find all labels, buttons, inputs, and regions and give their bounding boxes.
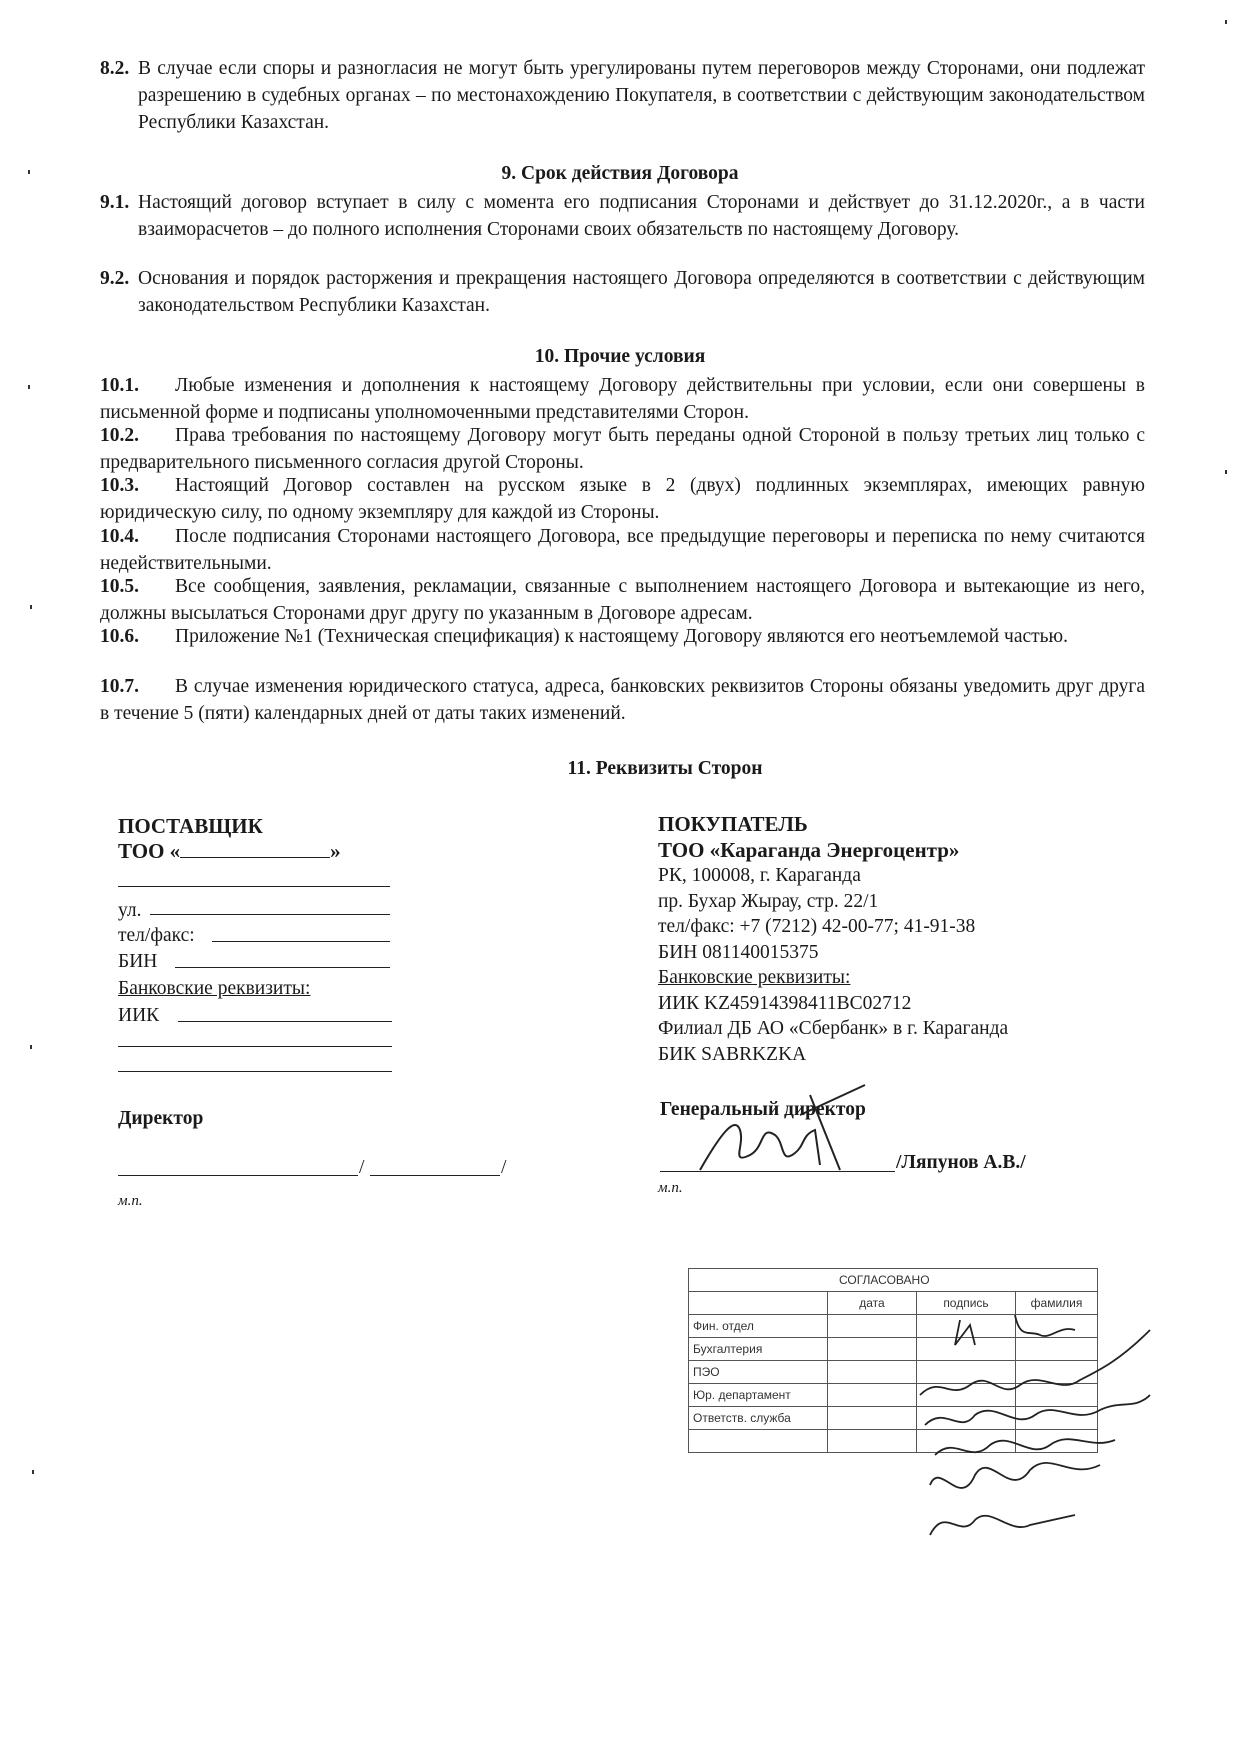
clause-text: В случае если споры и разногласия не могут быть урегулированы путем переговоров между Сторонами, они подлежат разрешению в судебных органах – по местонахождению Покупателя, в соответствии с действующим законодательством Республики Казахстан. — [138, 58, 1145, 133]
supplier-phone-row — [118, 923, 195, 948]
buyer-mp: м.п. — [658, 1180, 683, 1196]
supplier-iik-row — [118, 1003, 159, 1028]
buyer-bik: БИК SABRKZKA — [658, 1043, 807, 1065]
supplier-iik-label: ИИК — [118, 1005, 160, 1026]
clause-text: Настоящий Договор составлен на русском языке в 2 (двух) подлинных экземплярах, имеющих равную юридическую силу, по одному экземпляру для каждой из Стороны. — [100, 475, 1145, 523]
buyer-title: ПОКУПАТЕЛЬ — [658, 812, 808, 836]
supplier-blank-line[interactable] — [118, 886, 390, 887]
supplier-street-row — [118, 898, 142, 923]
clause-10-3 — [100, 472, 1145, 526]
clause-number: 10.2. — [100, 425, 139, 446]
director-signature-icon — [690, 1075, 900, 1180]
supplier-phone-label: тел/факс: — [118, 925, 195, 946]
buyer-branch: Филиал ДБ АО «Сбербанк» в г. Караганда — [658, 1018, 1009, 1039]
buyer-org: ТОО «Караганда Энергоцентр» — [658, 837, 960, 862]
supplier-street-line[interactable] — [150, 914, 390, 915]
supplier-bank-label: Банковские реквизиты: — [118, 978, 311, 999]
clause-number: 10.5. — [100, 576, 139, 597]
scan-speck — [28, 385, 30, 389]
clause-number: 10.4. — [100, 526, 139, 547]
supplier-sign-line[interactable] — [118, 1175, 358, 1176]
supplier-slash-1: / — [359, 1157, 365, 1178]
clause-number: 10.1. — [100, 375, 139, 396]
stamp-row-label: Ответств. служба — [689, 1407, 828, 1430]
buyer-director-label: Генеральный директор — [660, 1099, 866, 1120]
buyer-bin: БИН 081140015375 — [658, 941, 819, 963]
supplier-phone-line[interactable] — [212, 941, 390, 942]
clause-number: 8.2. — [100, 58, 130, 79]
scan-speck — [1225, 470, 1227, 474]
supplier-name-line[interactable] — [370, 1175, 500, 1176]
supplier-street-label: ул. — [118, 900, 142, 921]
supplier-iik-line[interactable] — [178, 1021, 392, 1022]
clause-number: 9.1. — [100, 192, 130, 213]
buyer-address-1: РК, 100008, г. Караганда — [658, 865, 861, 886]
buyer-iik: ИИК KZ45914398411BC02712 — [658, 992, 912, 1014]
buyer-block — [658, 812, 1118, 1067]
buyer-signer-name: /Ляпунов А.В./ — [896, 1152, 1026, 1173]
clause-10-1 — [100, 372, 1145, 426]
supplier-slash-2: / — [501, 1157, 507, 1178]
clause-number: 10.7. — [100, 676, 139, 697]
stamp-row-label: ПЭО — [689, 1361, 828, 1384]
scan-speck — [30, 1045, 32, 1049]
stamp-title: СОГЛАСОВАНО — [689, 1269, 1098, 1292]
scan-speck — [1225, 20, 1227, 24]
clause-text: Приложение №1 (Техническая спецификация) к настоящему Договору являются его неотъемлемой частью. — [175, 626, 1068, 647]
section-9-heading: 9. Срок действия Договора — [501, 163, 739, 184]
clause-number: 10.6. — [100, 626, 139, 647]
supplier-extra-line-2[interactable] — [118, 1071, 392, 1072]
clause-10-5 — [100, 573, 1145, 627]
section-10-heading: 10. Прочие условия — [534, 346, 706, 367]
clause-text: Основания и порядок расторжения и прекращения настоящего Договора определяются в соответствии с действующим законодательством Республики Казахстан. — [138, 268, 1145, 316]
approval-signatures-icon — [900, 1300, 1160, 1550]
buyer-phone: тел/факс: +7 (7212) 42-00-77; 41-91-38 — [658, 916, 976, 937]
clause-8-2 — [100, 55, 1145, 136]
supplier-mp: м.п. — [118, 1193, 143, 1209]
clause-number: 9.2. — [100, 268, 130, 289]
supplier-block — [118, 814, 418, 864]
buyer-bank-label: Банковские реквизиты: — [658, 967, 851, 988]
clause-text: Права требования по настоящему Договору могут быть переданы одной Стороной в пользу третьих лиц только с предварительного письменного согласия другой Стороны. — [100, 425, 1145, 473]
supplier-org-suffix: » — [330, 839, 341, 863]
section-11-heading: 11. Реквизиты Сторон — [567, 758, 763, 779]
clause-10-6 — [100, 623, 1145, 650]
stamp-row-label: Фин. отдел — [689, 1315, 828, 1338]
supplier-org-blank[interactable] — [180, 857, 330, 858]
clause-text: В случае изменения юридического статуса, адреса, банковских реквизитов Стороны обязаны уведомить друг друга в течение 5 (пяти) календарных дней от даты таких изменений. — [100, 676, 1145, 724]
clause-10-4 — [100, 523, 1145, 577]
stamp-col-signature: подпись — [917, 1292, 1016, 1315]
supplier-title: ПОСТАВЩИК — [118, 814, 263, 838]
stamp-col-0 — [689, 1292, 828, 1315]
supplier-bin-label: БИН — [118, 951, 158, 972]
stamp-col-surname: фамилия — [1016, 1292, 1098, 1315]
clause-9-2 — [100, 265, 1145, 319]
stamp-row-label: Юр. департамент — [689, 1384, 828, 1407]
clause-text: Настоящий договор вступает в силу с момента его подписания Сторонами и действует до 31.12.2020г., а в части взаиморасчетов – до полного исполнения Сторонами своих обязательств по настоящему Договору. — [138, 192, 1145, 240]
scan-speck — [30, 605, 32, 609]
supplier-org-prefix: ТОО « — [118, 839, 181, 863]
clause-text: Все сообщения, заявления, рекламации, связанные с выполнением настоящего Договора и вытекающие из него, должны высылаться Сторонами друг другу по указанным в Договоре адресам. — [100, 576, 1145, 624]
supplier-org — [118, 839, 418, 864]
buyer-address-2: пр. Бухар Жырау, стр. 22/1 — [658, 890, 879, 912]
clause-text: После подписания Сторонами настоящего Договора, все предыдущие переговоры и переписка по нему считаются недействительными. — [100, 526, 1145, 574]
supplier-extra-line-1[interactable] — [118, 1046, 392, 1047]
clause-text: Любые изменения и дополнения к настоящему Договору действительны при условии, если они совершены в письменной форме и подписаны уполномоченными представителями Сторон. — [100, 375, 1145, 423]
scan-speck — [28, 170, 30, 174]
clause-10-2 — [100, 422, 1145, 476]
supplier-director-label: Директор — [118, 1108, 204, 1129]
clause-number: 10.3. — [100, 475, 139, 496]
supplier-bin-row — [118, 949, 157, 974]
clause-9-1 — [100, 189, 1145, 243]
stamp-col-date: дата — [828, 1292, 917, 1315]
clause-10-7 — [100, 673, 1145, 727]
scan-speck — [32, 1470, 34, 1474]
supplier-bin-line[interactable] — [175, 967, 390, 968]
stamp-row-label: Бухгалтерия — [689, 1338, 828, 1361]
